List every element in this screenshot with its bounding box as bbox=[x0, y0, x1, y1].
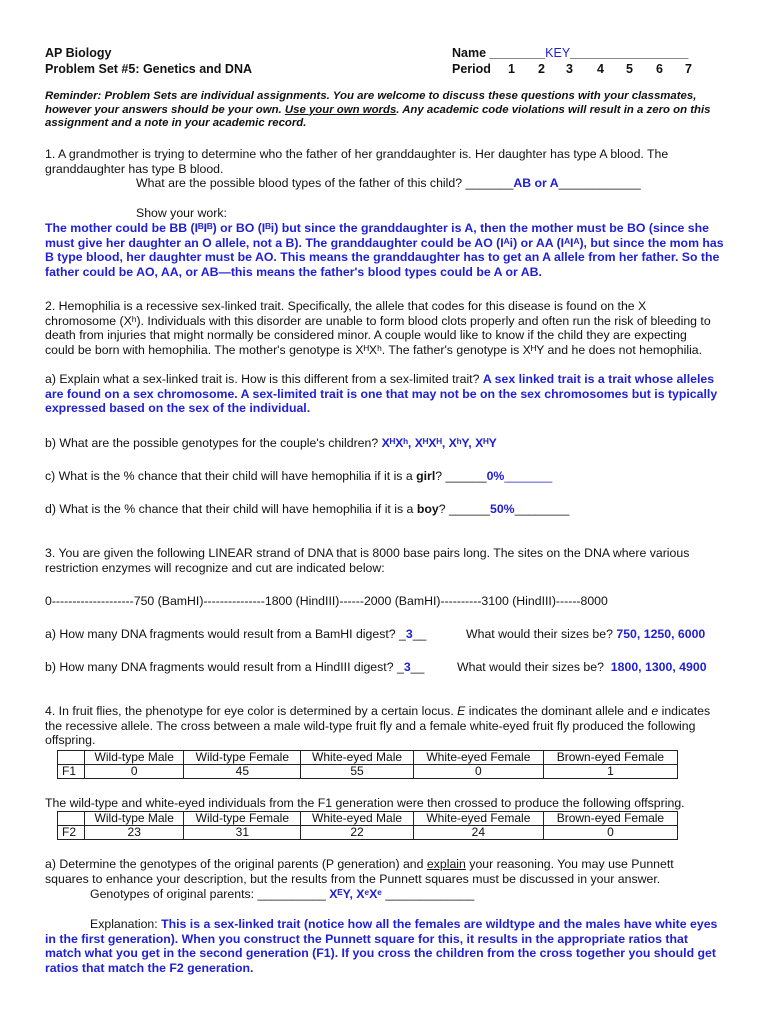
f1-label: F1 bbox=[58, 765, 85, 779]
q1-question-text: What are the possible blood types of the father of this child? _______ bbox=[136, 176, 514, 190]
f1-table bbox=[57, 750, 678, 779]
q2c-question: c) What is the % chance that their child will have hemophilia if it is a bbox=[45, 469, 417, 483]
problem-set-title: Problem Set #5: Genetics and DNA bbox=[45, 62, 253, 76]
q4a-post: your reasoning. You may use Punnett squares to enhance your description, but the results from the Punnett squares must be discussed in your answer. bbox=[45, 857, 674, 886]
f2-corner bbox=[58, 812, 85, 826]
col-white-female: White-eyed Female bbox=[413, 812, 543, 826]
period-label: Period bbox=[452, 62, 491, 76]
q4-intro-E: E bbox=[457, 704, 466, 718]
dna-strand: 0--------------------750 (BamHI)---------------1800 (HindIII)------2000 (BamHI)----------3100 (HindIII)------8000 bbox=[45, 594, 608, 608]
q4-intro-1: 4. In fruit flies, the phenotype for eye color is determined by a certain locus. bbox=[45, 704, 458, 718]
q4-intro-2: indicates the dominant allele and bbox=[465, 704, 652, 718]
q3-intro: 3. You are given the following LINEAR strand of DNA that is 8000 base pairs long. The sites on the DNA where various restriction enzymes will recognize and cut are indicated below: bbox=[45, 546, 690, 575]
q3a-sizes-question: What would their sizes be? bbox=[466, 627, 613, 641]
col-white-female: White-eyed Female bbox=[413, 751, 543, 765]
name-line bbox=[452, 46, 688, 60]
f2-label: F2 bbox=[58, 826, 85, 840]
f1-cell: 0 bbox=[85, 765, 184, 779]
q2b-question: b) What are the possible genotypes for the couple's children? bbox=[45, 436, 382, 450]
q3a-question: a) How many DNA fragments would result from a BamHI digest? _ bbox=[45, 627, 406, 641]
name-label: Name ________ bbox=[452, 46, 546, 60]
q2d-bold: boy bbox=[416, 502, 439, 516]
q4a-prompt bbox=[45, 857, 717, 886]
f2-row bbox=[58, 826, 678, 840]
name-tail: _________________ bbox=[570, 46, 689, 60]
col-wild-female: Wild-type Female bbox=[184, 751, 301, 765]
q3b-tail: __ bbox=[410, 660, 425, 674]
col-wild-male: Wild-type Male bbox=[85, 751, 184, 765]
f2-cell: 22 bbox=[301, 826, 414, 840]
f1-row bbox=[58, 765, 678, 779]
q1-prompt: 1. A grandmother is trying to determine who the father of her granddaughter is. Her daughter has type A blood. The granddaughter has type B blood. bbox=[45, 147, 669, 176]
q3a-sizes-answer: 750, 1250, 6000 bbox=[616, 627, 706, 641]
f2-cell: 0 bbox=[543, 826, 677, 840]
q4-explanation-label: Explanation: bbox=[90, 917, 162, 931]
q2a bbox=[45, 372, 725, 416]
q4-intro-3: indicates the recessive allele. The cross between a male wild-type fruit fly and a female white-eyed fruit fly produced the following offspring. bbox=[45, 704, 711, 747]
q4a-underlined: explain bbox=[426, 857, 466, 871]
reminder-underlined: Use your own words bbox=[284, 103, 397, 116]
col-wild-male: Wild-type Male bbox=[85, 812, 184, 826]
q2d bbox=[45, 502, 721, 517]
f2-cell: 31 bbox=[184, 826, 301, 840]
period-4: 4 bbox=[597, 62, 604, 76]
q3a-count: 3 bbox=[405, 627, 413, 641]
col-wild-female: Wild-type Female bbox=[184, 812, 301, 826]
period-line bbox=[452, 62, 702, 76]
f2-header-row bbox=[58, 812, 678, 826]
f2-cell: 23 bbox=[85, 826, 184, 840]
q3b bbox=[45, 660, 424, 674]
q2c bbox=[45, 469, 721, 484]
q4-explanation bbox=[45, 917, 725, 975]
f1-cell: 55 bbox=[301, 765, 414, 779]
genotypes-line bbox=[90, 887, 474, 901]
col-brown-female: Brown-eyed Female bbox=[543, 751, 677, 765]
q3b-sizes-question: What would their sizes be? bbox=[457, 660, 604, 674]
period-2: 2 bbox=[538, 62, 545, 76]
period-6: 6 bbox=[656, 62, 663, 76]
q4-intro-e: e bbox=[651, 704, 659, 718]
name-value: KEY bbox=[545, 46, 571, 60]
f1-cell: 45 bbox=[184, 765, 301, 779]
q2d-answer: 50% bbox=[490, 502, 515, 516]
reminder-tail: . Any academic code violations will result in a zero on this assignment and a note in your academic record. bbox=[45, 103, 711, 129]
q4-explanation-text: This is a sex-linked trait (notice how all the females are wildtype and the males have white eyes in the first generation). When you construct the Punnett square for this, it results in the appropriate ratios that match what you get in the second generation (F1). If you cross the children from the cross together you should get ratios that match the F2 generation. bbox=[45, 917, 718, 975]
f2-cell: 24 bbox=[413, 826, 543, 840]
q1-question bbox=[136, 176, 641, 191]
genotypes-tail: _____________ bbox=[381, 887, 475, 901]
q2b-answer: XᴴXʰ, XᴴXᴴ, XʰY, XᴴY bbox=[381, 436, 497, 450]
q2c-tail: _______ bbox=[504, 469, 553, 483]
q2b bbox=[45, 436, 721, 451]
q4-intro bbox=[45, 704, 717, 748]
q2c-answer: 0% bbox=[486, 469, 505, 483]
f1-cell: 0 bbox=[413, 765, 543, 779]
q2d-question-post: ? ______ bbox=[438, 502, 490, 516]
q4-between: The wild-type and white-eyed individuals from the F1 generation were then crossed to produce the following offspring. bbox=[45, 796, 685, 810]
period-7: 7 bbox=[685, 62, 692, 76]
genotypes-label: Genotypes of original parents: __________ bbox=[90, 887, 330, 901]
q1-answer-tail: ____________ bbox=[558, 176, 641, 190]
genotypes-answer: XᴱY, XᵉXᵉ bbox=[329, 887, 382, 901]
col-white-male: White-eyed Male bbox=[301, 751, 414, 765]
q4a-pre: a) Determine the genotypes of the original parents (P generation) and bbox=[45, 857, 427, 871]
q2d-tail: ________ bbox=[514, 502, 570, 516]
period-5: 5 bbox=[626, 62, 633, 76]
q3a bbox=[45, 627, 426, 641]
q1-explanation: The mother could be BB (IᴮIᴮ) or BO (Iᴮi) but since the granddaughter is A, then the mother must be BO (since she must give her daughter an O allele, not a B). The granddaughter could be AO (Iᴬi) or AA (IᴬIᴬ), but since the mom has B type blood, her daughter must be AO. This means the granddaughter has to get an A allele from her father. So the father could be AO, AA, or AB—this means the father's blood types could be A or AB. bbox=[45, 221, 724, 279]
f1-corner bbox=[58, 751, 85, 765]
q3b-count: 3 bbox=[403, 660, 411, 674]
q3a-tail: __ bbox=[412, 627, 427, 641]
q2a-answer: A sex linked trait is a trait whose alleles are found on a sex chromosome. A sex-limited trait is one that may not be on the sex chromosomes but is typically expressed based on the sex of the individual. bbox=[45, 372, 718, 415]
q3a-sizes bbox=[466, 627, 705, 641]
q2c-question-post: ? ______ bbox=[435, 469, 487, 483]
reminder bbox=[45, 90, 725, 131]
q1-answer: AB or A bbox=[513, 176, 559, 190]
q3b-question: b) How many DNA fragments would result from a HindIII digest? _ bbox=[45, 660, 404, 674]
col-brown-female: Brown-eyed Female bbox=[543, 812, 677, 826]
period-3: 3 bbox=[566, 62, 573, 76]
q2c-bold: girl bbox=[416, 469, 436, 483]
f1-cell: 1 bbox=[543, 765, 677, 779]
q3b-sizes-answer: 1800, 1300, 4900 bbox=[610, 660, 707, 674]
q3b-sizes bbox=[457, 660, 707, 674]
q1-show-work: Show your work: bbox=[136, 206, 227, 220]
reminder-lead: Reminder: Problem Sets are individual assignments. You are welcome to discuss these questions with your classmates, however your answers should be your own. bbox=[45, 90, 697, 116]
course-title: AP Biology bbox=[45, 46, 112, 60]
period-1: 1 bbox=[508, 62, 515, 76]
f2-table bbox=[57, 811, 678, 840]
col-white-male: White-eyed Male bbox=[301, 812, 414, 826]
f1-header-row bbox=[58, 751, 678, 765]
q2d-question: d) What is the % chance that their child will have hemophilia if it is a bbox=[45, 502, 417, 516]
q2a-question: a) Explain what a sex-linked trait is. How is this different from a sex-limited trait? bbox=[45, 372, 483, 386]
q2-intro: 2. Hemophilia is a recessive sex-linked trait. Specifically, the allele that codes for this disease is found on the X chromosome (Xʰ). Individuals with this disorder are unable to form blood clots properly and often run the risk of bleeding to death from injuries that might normally be considered minor. A couple would like to know if the child they are expecting could be born with hemophilia. The mother's genotype is XᴴXʰ. The father's genotype is XᴴY and he does not hemophilia. bbox=[45, 299, 711, 357]
